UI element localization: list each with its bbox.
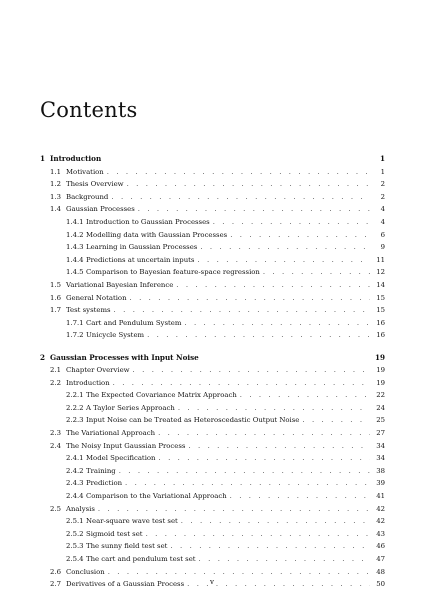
toc-entry-number: 2.2 [50, 378, 61, 387]
toc-entry-page: 16 [376, 331, 385, 340]
toc-chapter-entry[interactable] [40, 153, 385, 166]
toc-leader-dots [119, 465, 370, 478]
toc-entry-number: 2.5.4 [66, 555, 84, 563]
toc-entry-number: 1.1 [50, 167, 61, 176]
toc-entry-title: Motivation [66, 167, 104, 176]
toc-entry-number: 2.5 [50, 504, 61, 513]
toc-entry-title: Predictions at uncertain inputs [86, 255, 195, 264]
toc-entry-page: 19 [376, 366, 385, 375]
toc-entry-page: 48 [376, 567, 385, 576]
toc-entry-title: Introduction [50, 154, 102, 163]
toc-section-entry[interactable] [40, 427, 385, 440]
toc-leader-dots [114, 304, 370, 317]
toc-entry-page: 4 [380, 217, 385, 226]
toc-entry-title: Modelling data with Gaussian Processes [86, 230, 228, 239]
toc-section-entry[interactable] [40, 389, 385, 402]
toc-entry-page: 9 [380, 243, 385, 252]
toc-entry-number: 1.4.2 [66, 230, 84, 239]
toc-leader-dots [147, 329, 370, 342]
toc-section-entry[interactable] [40, 402, 385, 415]
toc-entry-number: 1.7.2 [66, 331, 84, 340]
toc-chapter-entry[interactable] [40, 352, 385, 365]
toc-section-entry[interactable] [40, 304, 385, 317]
toc-leader-dots [130, 292, 370, 305]
toc-entry-page: 1 [380, 167, 385, 176]
toc-entry-number: 2.5.1 [66, 517, 84, 526]
toc-leader-dots [158, 452, 370, 465]
toc-leader-dots [111, 191, 370, 204]
toc-leader-dots [213, 216, 370, 229]
toc-section-entry[interactable] [40, 553, 385, 566]
toc-entry-title: Comparison to the Variational Approach [86, 492, 227, 501]
toc-entry-title: The Expected Covariance Matrix Approach [86, 391, 237, 400]
toc-section-entry[interactable] [40, 364, 385, 377]
toc-section-entry[interactable] [40, 452, 385, 465]
toc-leader-dots [146, 528, 370, 541]
toc-entry-number: 2 [40, 352, 46, 362]
toc-entry-title: The cart and pendulum test set [86, 555, 196, 563]
toc-leader-dots [125, 477, 370, 490]
toc-leader-dots [170, 540, 370, 553]
toc-entry-number: 1.6 [50, 293, 61, 302]
toc-entry-number: 1.4.1 [66, 217, 84, 226]
toc-entry-number: 2.4.1 [66, 454, 84, 463]
toc-entry-title: Cart and Pendulum System [86, 318, 182, 327]
toc-entry-page: 6 [380, 230, 385, 239]
toc-section-entry[interactable] [40, 317, 385, 330]
toc-entry-title: Learning in Gaussian Processes [86, 243, 198, 252]
toc-section-entry[interactable] [40, 279, 385, 292]
toc-entry-page: 15 [376, 306, 385, 315]
toc-entry-title: Input Noise can be Treated as Heteroscedastic Output Noise [86, 416, 300, 425]
toc-section-entry[interactable] [40, 166, 385, 179]
toc-section-entry[interactable] [40, 490, 385, 503]
toc-entry-title: Conclusion [66, 567, 105, 576]
toc-entry-page: 47 [376, 555, 385, 563]
toc-entry-page: 19 [376, 378, 385, 387]
toc-leader-dots [133, 364, 370, 377]
toc-entry-title: Gaussian Processes with Input Noise [50, 352, 199, 362]
toc-entry-number: 1.7.1 [66, 318, 84, 327]
toc-entry-number: 2.2.2 [66, 403, 84, 412]
toc-entry-page: 46 [376, 542, 385, 551]
toc-entry-number: 2.4 [50, 441, 61, 450]
toc-entry-number: 2.6 [50, 567, 61, 576]
toc-entry-page: 42 [376, 517, 385, 526]
toc-entry-number: 1.2 [50, 180, 61, 189]
toc-leader-dots [178, 402, 370, 415]
toc-section-entry[interactable] [40, 254, 385, 267]
toc-entry-number: 1.5 [50, 280, 61, 289]
toc-section-entry[interactable] [40, 191, 385, 204]
toc-entry-page: 38 [376, 466, 385, 475]
toc-entry-title: Training [86, 466, 116, 475]
toc-leader-dots [108, 566, 370, 579]
toc-entry-number: 2.4.3 [66, 479, 84, 488]
toc-entry-title: Sigmoid test set [86, 529, 143, 538]
toc-entry-title: Introduction to Gaussian Processes [86, 217, 210, 226]
toc-entry-title: Chapter Overview [66, 366, 130, 375]
toc-entry-number: 2.4.2 [66, 466, 84, 475]
toc-entry-title: Unicycle System [86, 331, 145, 340]
toc-entry-page: 11 [376, 255, 385, 264]
toc-entry-page: 34 [376, 441, 385, 450]
toc-leader-dots [230, 229, 370, 242]
toc-section-entry[interactable] [40, 503, 385, 516]
toc-entry-number: 2.7 [50, 580, 61, 589]
toc-entry-page: 43 [376, 529, 385, 538]
toc-entry-page: 22 [376, 391, 385, 400]
toc-entry-page: 12 [376, 268, 385, 277]
toc-entry-number: 1.4.3 [66, 243, 84, 252]
toc-section-entry[interactable] [40, 266, 385, 279]
toc-leader-dots [199, 553, 370, 566]
page-number: v [210, 578, 214, 586]
toc-leader-dots [98, 503, 370, 516]
toc-entry-page: 2 [380, 180, 385, 189]
toc-section-entry[interactable] [40, 465, 385, 478]
toc-section-entry[interactable] [40, 216, 385, 229]
toc-entry-page: 50 [376, 580, 385, 589]
toc-section-entry[interactable] [40, 477, 385, 490]
toc-section-entry[interactable] [40, 528, 385, 541]
toc-entry-title: Gaussian Processes [66, 205, 135, 214]
toc-section-entry[interactable] [40, 515, 385, 528]
toc-entry-number: 1.4 [50, 205, 61, 214]
toc-section-entry[interactable] [40, 229, 385, 242]
toc-entry-title: Analysis [66, 504, 95, 513]
toc-section-entry[interactable] [40, 440, 385, 453]
toc-entry-title: Near-square wave test set [86, 517, 178, 526]
toc-section-entry[interactable] [40, 414, 385, 427]
toc-entry-title: A Taylor Series Approach [86, 403, 175, 412]
toc-entry-number: 1.3 [50, 192, 61, 201]
toc-entry-page: 42 [376, 504, 385, 513]
toc-leader-dots [263, 266, 370, 279]
toc-section-entry[interactable] [40, 566, 385, 579]
toc-entry-number: 2.2.3 [66, 416, 84, 425]
toc-section-entry[interactable] [40, 178, 385, 191]
toc-leader-dots [197, 254, 370, 267]
toc-leader-dots [158, 427, 370, 440]
toc-section-entry[interactable] [40, 241, 385, 254]
toc-section-entry[interactable] [40, 203, 385, 216]
toc-entry-title: Model Specification [86, 454, 156, 463]
toc-entry-page: 39 [376, 479, 385, 488]
toc-entry-title: Introduction [66, 378, 110, 387]
toc-entry-number: 2.2.1 [66, 391, 84, 400]
toc-leader-dots [230, 490, 370, 503]
toc-entry-title: Variational Bayesian Inference [66, 280, 174, 289]
toc-leader-dots [240, 389, 370, 402]
toc-entry-number: 2.1 [50, 366, 61, 375]
toc-entry-page: 4 [380, 205, 385, 214]
toc-entry-title: Derivatives of a Gaussian Process [66, 580, 185, 589]
toc-leader-dots [127, 178, 370, 191]
toc-entry-number: 2.5.3 [66, 542, 84, 551]
toc-leader-dots [302, 414, 370, 427]
toc-entry-title: Background [66, 192, 109, 201]
toc-entry-number: 1.4.5 [66, 268, 84, 277]
toc-section-entry[interactable] [40, 540, 385, 553]
toc-entry-title: General Notation [66, 293, 127, 302]
page-title: Contents [40, 98, 138, 122]
table-of-contents [40, 153, 385, 591]
toc-leader-dots [138, 203, 370, 216]
toc-entry-page: 2 [380, 192, 385, 201]
toc-entry-title: The Noisy Input Gaussian Process [66, 441, 186, 450]
toc-entry-number: 2.5.2 [66, 529, 84, 538]
toc-entry-page: 1 [379, 154, 385, 163]
toc-entry-number: 1.4.4 [66, 255, 84, 264]
toc-entry-number: 2.4.4 [66, 492, 84, 501]
toc-entry-number: 2.3 [50, 429, 61, 438]
toc-entry-page: 27 [376, 429, 385, 438]
toc-entry-page: 19 [374, 352, 385, 362]
toc-leader-dots [188, 440, 370, 453]
toc-entry-page: 34 [376, 454, 385, 463]
toc-entry-title: Comparison to Bayesian feature-space regression [86, 268, 260, 277]
toc-entry-title: The sunny field test set [86, 542, 168, 551]
toc-entry-page: 25 [376, 416, 385, 425]
toc-entry-number: 1 [40, 154, 46, 163]
toc-leader-dots [184, 317, 370, 330]
toc-entry-page: 24 [376, 403, 385, 412]
toc-entry-title: The Variational Approach [66, 429, 156, 438]
toc-section-entry[interactable] [40, 329, 385, 342]
toc-entry-title: Prediction [86, 479, 123, 488]
toc-section-entry[interactable] [40, 292, 385, 305]
toc-entry-page: 41 [376, 492, 385, 501]
toc-entry-page: 16 [376, 318, 385, 327]
toc-leader-dots [176, 279, 370, 292]
toc-section-entry[interactable] [40, 377, 385, 390]
toc-entry-title: Test systems [66, 306, 111, 315]
toc-entry-number: 1.7 [50, 306, 61, 315]
toc-entry-page: 15 [376, 293, 385, 302]
toc-leader-dots [181, 515, 370, 528]
toc-entry-title: Thesis Overview [66, 180, 124, 189]
toc-entry-page: 14 [376, 280, 385, 289]
toc-leader-dots [107, 166, 370, 179]
toc-leader-dots [113, 377, 370, 390]
toc-leader-dots [200, 241, 370, 254]
